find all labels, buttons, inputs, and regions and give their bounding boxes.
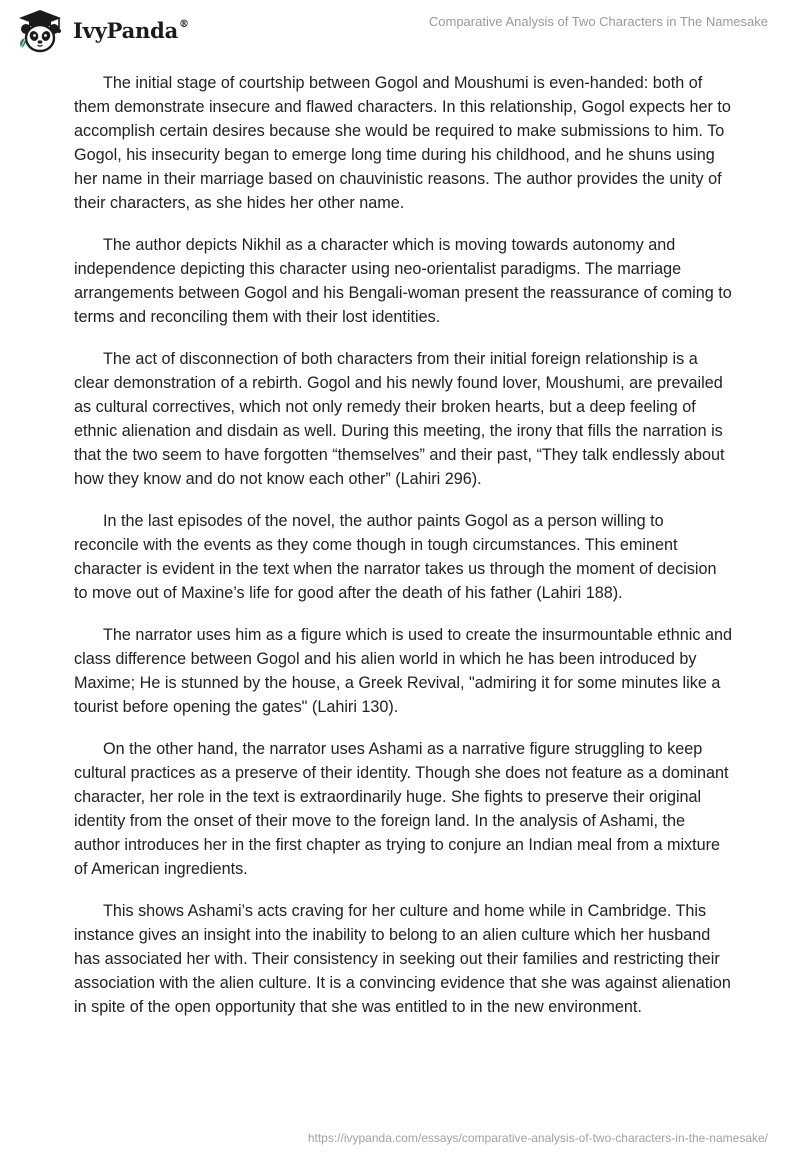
source-url[interactable]: https://ivypanda.com/essays/comparative-analysis-of-two-characters-in-the-namesake/ <box>307 1131 768 1145</box>
paragraph: The narrator uses him as a figure which is used to create the insurmountable ethnic and class difference between Gogol and his alien world in which he has been introduced by Maxime; He is stunned by the house, a Greek Revival, "admiring it for some minutes like a tourist before opening the gates" (Lahiri 130). <box>74 626 732 716</box>
document-title: Comparative Analysis of Two Characters in The Namesake <box>428 14 768 29</box>
paragraph: This shows Ashami’s acts craving for her culture and home while in Cambridge. This instance gives an insight into the inability to belong to an alien culture which her husband has associated her with. Their consistency in seeking out their families and restricting their association with the alien culture. It is a convincing evidence that she was against alienation in spite of the open opportunity that she was entitled to in the new environment. <box>74 902 731 1016</box>
essay-body <box>74 71 732 1037</box>
panda-graduate-icon <box>15 8 65 54</box>
paragraph: The initial stage of courtship between Gogol and Moushumi is even-handed: both of them demonstrate insecure and flawed characters. In this relationship, Gogol expects her to accomplish certain desires because she would be required to make submissions to him. To Gogol, his insecurity began to emerge long time during his childhood, and he shuns using her name in their marriage based on chauvinistic reasons. The author provides the unity of their characters, as she hides her other name. <box>74 74 731 212</box>
paragraph: The author depicts Nikhil as a character which is moving towards autonomy and independence depicting this character using neo-orientalist paradigms. The marriage arrangements between Gogol and his Bengali-woman present the reassurance of coming to terms and reconciling them with their lost identities. <box>74 236 732 326</box>
page-header <box>0 0 800 60</box>
paragraph: In the last episodes of the novel, the author paints Gogol as a person willing to reconcile with the events as they come though in tough circumstances. This eminent character is evident in the text when the narrator takes us through the moment of decision to move out of Maxine’s life for good after the death of his father (Lahiri 188). <box>74 512 717 602</box>
paragraph: The act of disconnection of both characters from their initial foreign relationship is a clear demonstration of a rebirth. Gogol and his newly found lover, Moushumi, are prevailed as cultural correctives, which not only remedy their broken hearts, but a deep feeling of ethnic alienation and disdain as well. During this meeting, the irony that fills the narration is that the two seem to have forgotten “themselves” and their past, “They talk endlessly about how they know and do not know each other” (Lahiri 296). <box>74 350 725 488</box>
registered-mark: ® <box>179 19 189 30</box>
logo-wordmark <box>73 8 189 54</box>
ivypanda-logo[interactable] <box>15 8 189 54</box>
paragraph: On the other hand, the narrator uses Ashami as a narrative figure struggling to keep cultural practices as a preserve of their identity. Though she does not feature as a dominant character, her role in the text is extraordinarily huge. She fights to preserve their original identity from the onset of their move to the foreign land. In the analysis of Ashami, the author introduces her in the first chapter as trying to conjure an Indian meal from a mixture of American ingredients. <box>74 740 729 878</box>
logo-text: IvyPanda <box>73 18 179 43</box>
